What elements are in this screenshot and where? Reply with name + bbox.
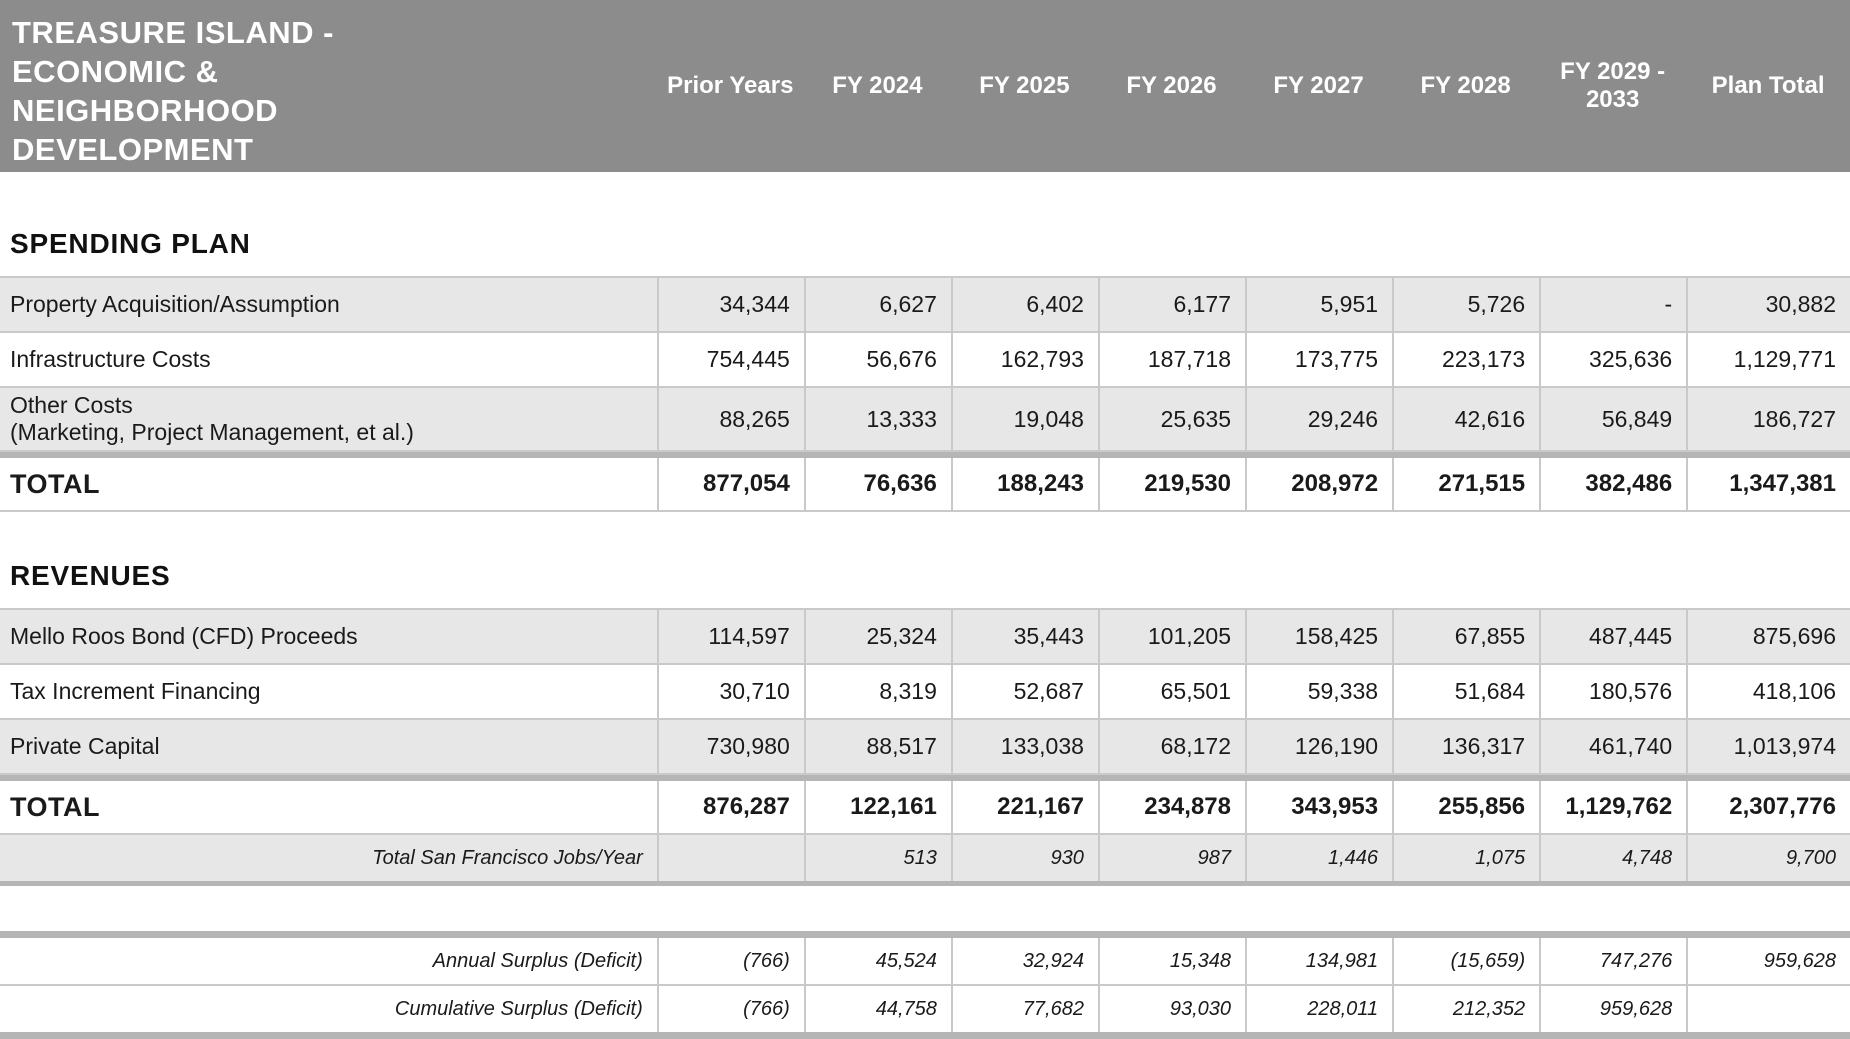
spending-plan-heading: SPENDING PLAN	[10, 228, 251, 259]
cell-fy2024: 8,319	[804, 665, 951, 718]
row-sf-jobs-per-year	[0, 835, 1850, 886]
cell-prior-years: 114,597	[657, 610, 804, 663]
cell-fy2025: 930	[951, 835, 1098, 881]
cell-fy2029-2033: 461,740	[1539, 720, 1686, 773]
row-spending-total	[0, 452, 1850, 512]
cell-plan-total: 1,129,771	[1686, 333, 1850, 386]
cell-fy2025: 35,443	[951, 610, 1098, 663]
cell-plan-total: 30,882	[1686, 278, 1850, 331]
cell-fy2027: 126,190	[1245, 720, 1392, 773]
cell-fy2026: 65,501	[1098, 665, 1245, 718]
cell-fy2027: 134,981	[1245, 938, 1392, 984]
cell-plan-total: 9,700	[1686, 835, 1850, 881]
cell-fy2025: 32,924	[951, 938, 1098, 984]
cell-fy2027: 208,972	[1245, 458, 1392, 510]
title-cell	[0, 0, 657, 169]
cell-fy2027: 5,951	[1245, 278, 1392, 331]
cell-fy2025: 162,793	[951, 333, 1098, 386]
cell-fy2028: 223,173	[1392, 333, 1539, 386]
spending-table	[0, 276, 1850, 512]
cell-fy2029-2033: 487,445	[1539, 610, 1686, 663]
column-header-fy2026: FY 2026	[1126, 72, 1217, 100]
cell-prior-years: 876,287	[657, 781, 804, 833]
cell-fy2025: 6,402	[951, 278, 1098, 331]
row-infrastructure-costs	[0, 333, 1850, 388]
cell-prior-years: (766)	[657, 938, 804, 984]
cell-fy2029-2033: -	[1539, 278, 1686, 331]
cell-fy2024: 76,636	[804, 458, 951, 510]
cell-fy2027: 228,011	[1245, 986, 1392, 1032]
cell-plan-total: 875,696	[1686, 610, 1850, 663]
row-tax-increment	[0, 665, 1850, 720]
cell-plan-total: 418,106	[1686, 665, 1850, 718]
cell-fy2024: 25,324	[804, 610, 951, 663]
cell-plan-total: 186,727	[1686, 388, 1850, 450]
cell-fy2026: 68,172	[1098, 720, 1245, 773]
cell-prior-years: 88,265	[657, 388, 804, 450]
row-label: Mello Roos Bond (CFD) Proceeds	[10, 623, 358, 649]
cell-fy2026: 219,530	[1098, 458, 1245, 510]
cell-fy2029-2033: 325,636	[1539, 333, 1686, 386]
cell-fy2029-2033: 1,129,762	[1539, 781, 1686, 833]
cell-fy2026: 187,718	[1098, 333, 1245, 386]
cell-prior-years: 754,445	[657, 333, 804, 386]
cell-prior-years	[657, 835, 804, 881]
cell-plan-total	[1686, 986, 1850, 1032]
cell-fy2027: 158,425	[1245, 610, 1392, 663]
row-label-line1: Other Costs	[10, 392, 133, 418]
cell-fy2024: 44,758	[804, 986, 951, 1032]
report-header	[0, 0, 1850, 172]
cell-fy2028: (15,659)	[1392, 938, 1539, 984]
revenues-table	[0, 608, 1850, 886]
cell-fy2028: 51,684	[1392, 665, 1539, 718]
cell-prior-years: 34,344	[657, 278, 804, 331]
cell-fy2025: 52,687	[951, 665, 1098, 718]
row-label: Tax Increment Financing	[10, 678, 261, 704]
cell-fy2029-2033: 959,628	[1539, 986, 1686, 1032]
column-header-fy2024: FY 2024	[832, 72, 923, 100]
cell-fy2028: 42,616	[1392, 388, 1539, 450]
surplus-table	[0, 931, 1850, 1039]
cell-fy2026: 987	[1098, 835, 1245, 881]
cell-fy2026: 6,177	[1098, 278, 1245, 331]
cell-fy2028: 255,856	[1392, 781, 1539, 833]
cell-fy2029-2033: 180,576	[1539, 665, 1686, 718]
row-cumulative-surplus	[0, 986, 1850, 1032]
cell-fy2024: 56,676	[804, 333, 951, 386]
row-mello-roos	[0, 610, 1850, 665]
row-other-costs	[0, 388, 1850, 452]
cell-fy2024: 513	[804, 835, 951, 881]
column-header-fy2027: FY 2027	[1273, 72, 1364, 100]
cell-fy2027: 29,246	[1245, 388, 1392, 450]
cell-fy2028: 136,317	[1392, 720, 1539, 773]
cell-fy2028: 271,515	[1392, 458, 1539, 510]
column-header-plan-total: Plan Total	[1711, 72, 1825, 100]
column-header-fy2025: FY 2025	[979, 72, 1070, 100]
cell-fy2024: 45,524	[804, 938, 951, 984]
column-header-fy2029-2033: FY 2029 - 2033	[1560, 58, 1666, 113]
cell-plan-total: 2,307,776	[1686, 781, 1850, 833]
cell-fy2026: 234,878	[1098, 781, 1245, 833]
cell-fy2028: 5,726	[1392, 278, 1539, 331]
column-header-fy2028: FY 2028	[1420, 72, 1511, 100]
row-label: Private Capital	[10, 733, 160, 759]
total-label: TOTAL	[10, 791, 100, 822]
cell-fy2027: 343,953	[1245, 781, 1392, 833]
revenues-heading: REVENUES	[10, 560, 171, 591]
row-private-capital	[0, 720, 1850, 775]
cell-fy2028: 212,352	[1392, 986, 1539, 1032]
row-label: Total San Francisco Jobs/Year	[372, 846, 643, 869]
cell-fy2024: 13,333	[804, 388, 951, 450]
page-title: TREASURE ISLAND - ECONOMIC & NEIGHBORHOOD DEVELOPMENT	[12, 15, 334, 168]
cell-plan-total: 1,347,381	[1686, 458, 1850, 510]
cell-fy2026: 93,030	[1098, 986, 1245, 1032]
cell-fy2026: 25,635	[1098, 388, 1245, 450]
row-label: Cumulative Surplus (Deficit)	[394, 997, 643, 1020]
cell-fy2024: 88,517	[804, 720, 951, 773]
row-revenues-total	[0, 775, 1850, 835]
cell-prior-years: 730,980	[657, 720, 804, 773]
cell-fy2025: 77,682	[951, 986, 1098, 1032]
cell-plan-total: 1,013,974	[1686, 720, 1850, 773]
cell-fy2026: 15,348	[1098, 938, 1245, 984]
cell-fy2024: 122,161	[804, 781, 951, 833]
cell-fy2029-2033: 56,849	[1539, 388, 1686, 450]
revenues-section	[0, 560, 1850, 886]
cell-fy2024: 6,627	[804, 278, 951, 331]
cell-fy2025: 19,048	[951, 388, 1098, 450]
row-label: Infrastructure Costs	[10, 346, 211, 372]
cell-prior-years: 30,710	[657, 665, 804, 718]
row-label: Annual Surplus (Deficit)	[432, 949, 643, 972]
row-property-acquisition	[0, 278, 1850, 333]
cell-fy2029-2033: 747,276	[1539, 938, 1686, 984]
total-label: TOTAL	[10, 468, 100, 499]
cell-fy2027: 59,338	[1245, 665, 1392, 718]
cell-plan-total: 959,628	[1686, 938, 1850, 984]
row-label	[0, 388, 657, 450]
cell-fy2028: 67,855	[1392, 610, 1539, 663]
cell-fy2027: 1,446	[1245, 835, 1392, 881]
cell-fy2026: 101,205	[1098, 610, 1245, 663]
row-annual-surplus	[0, 938, 1850, 986]
cell-fy2025: 221,167	[951, 781, 1098, 833]
row-label-line2: (Marketing, Project Management, et al.)	[10, 419, 414, 445]
column-header-prior-years: Prior Years	[667, 72, 794, 100]
cell-fy2028: 1,075	[1392, 835, 1539, 881]
surplus-section	[0, 931, 1850, 1039]
spending-section	[0, 228, 1850, 512]
cell-prior-years: (766)	[657, 986, 804, 1032]
cell-fy2029-2033: 4,748	[1539, 835, 1686, 881]
cell-fy2027: 173,775	[1245, 333, 1392, 386]
row-label: Property Acquisition/Assumption	[10, 291, 340, 317]
cell-fy2025: 133,038	[951, 720, 1098, 773]
cell-prior-years: 877,054	[657, 458, 804, 510]
cell-fy2029-2033: 382,486	[1539, 458, 1686, 510]
cell-fy2025: 188,243	[951, 458, 1098, 510]
